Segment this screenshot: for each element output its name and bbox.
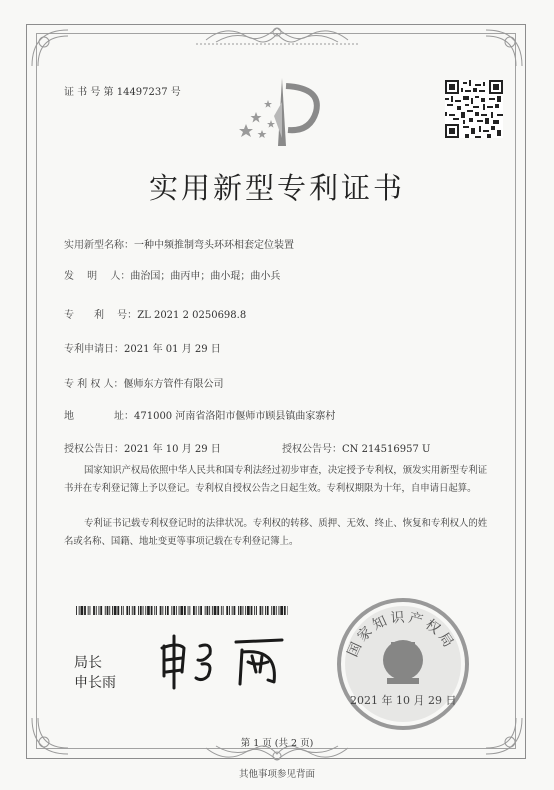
grant-statement-paragraph xyxy=(64,462,496,498)
barcode-bar xyxy=(189,606,190,615)
patent-office-emblem xyxy=(238,72,326,150)
barcode-bar xyxy=(99,606,100,615)
barcode-bar xyxy=(196,606,197,615)
barcode-bar xyxy=(205,606,206,615)
barcode-bar xyxy=(117,606,119,615)
barcode-bar xyxy=(76,606,77,615)
legal-status-paragraph xyxy=(64,515,496,551)
barcode-bar xyxy=(88,606,89,615)
footer-note: 其他事项参见背面 xyxy=(238,769,315,780)
barcode-bar xyxy=(234,606,236,615)
inventor-value: 曲治国；曲丙申；曲小琨；曲小兵 xyxy=(130,271,281,282)
seal-text: 国家知识产权局 xyxy=(344,609,458,660)
barcode-bar xyxy=(223,606,224,615)
certificate-number: 证 书 号 第 14497237 号 xyxy=(64,87,181,98)
barcode-bar xyxy=(129,606,130,615)
address-value: 471000 河南省洛阳市偃师市顾县镇曲家寨村 xyxy=(134,411,336,422)
barcode-bar xyxy=(184,606,186,615)
barcode-bar xyxy=(226,606,228,615)
barcode-bar xyxy=(280,606,283,615)
barcode-bar xyxy=(84,606,86,615)
barcode xyxy=(76,606,288,615)
filing-date-label: 专利申请日： xyxy=(64,344,124,355)
patentee-label: 专 利 权 人： xyxy=(64,379,124,390)
barcode-bar xyxy=(243,606,244,615)
handwritten-signature xyxy=(150,632,290,690)
utility-model-name-row xyxy=(64,236,294,251)
barcode-bar xyxy=(256,606,257,615)
grant-number-value: CN 214516957 U xyxy=(342,444,431,455)
barcode-bar xyxy=(262,606,263,615)
barcode-bar xyxy=(251,606,253,615)
barcode-bar xyxy=(93,606,95,615)
barcode-bar xyxy=(260,606,262,615)
barcode-bar xyxy=(176,606,177,615)
official-seal xyxy=(333,594,473,734)
barcode-bar xyxy=(145,606,146,615)
barcode-bar xyxy=(151,606,153,615)
barcode-bar xyxy=(207,606,209,615)
patentee-row xyxy=(64,375,224,390)
barcode-bar xyxy=(123,606,124,615)
barcode-bar xyxy=(229,606,230,615)
barcode-bar xyxy=(147,606,150,615)
barcode-bar xyxy=(245,606,246,615)
utility-model-name-label: 实用新型名称： xyxy=(64,240,134,251)
barcode-bar xyxy=(156,606,157,615)
patentee-value: 偃师东方管件有限公司 xyxy=(123,379,224,390)
barcode-bar xyxy=(221,606,222,615)
top-right-corner-ornament xyxy=(480,26,526,72)
barcode-bar xyxy=(179,606,180,615)
barcode-bar xyxy=(232,606,233,615)
barcode-bar xyxy=(171,606,172,615)
grant-statement-text: 国家知识产权局依照中华人民共和国专利法经过初步审查，决定授予专利权，颁发实用新型专利证书并在专利登记簿上予以登记。专利权自授权公告之日起生效。专利权期限为十年，自申请日起算。 xyxy=(64,465,488,494)
grant-number-label: 授权公告号： xyxy=(282,444,342,455)
barcode-bar xyxy=(112,606,113,615)
barcode-bar xyxy=(165,606,166,615)
barcode-bar xyxy=(167,606,169,615)
barcode-bar xyxy=(276,606,277,615)
barcode-bar xyxy=(240,606,242,615)
address-label: 地 址： xyxy=(64,411,134,422)
barcode-bar xyxy=(100,606,102,615)
top-ornament xyxy=(196,22,358,48)
barcode-bar xyxy=(217,606,219,615)
barcode-bar xyxy=(134,606,136,615)
patent-number-value: ZL 2021 2 0250698.8 xyxy=(137,310,247,321)
barcode-bar xyxy=(212,606,213,615)
barcode-bar xyxy=(193,606,195,615)
barcode-bar xyxy=(140,606,142,615)
grant-date-row xyxy=(64,440,221,455)
barcode-bar xyxy=(132,606,133,615)
barcode-bar xyxy=(180,606,183,615)
qr-code xyxy=(445,80,503,138)
barcode-bar xyxy=(138,606,139,615)
filing-date-row xyxy=(64,340,221,355)
barcode-bar xyxy=(79,606,80,615)
barcode-bar xyxy=(271,606,272,615)
signer-name: 申长雨 xyxy=(74,675,116,691)
utility-model-name-value: 一种中频推制弯头环环相套定位装置 xyxy=(134,240,294,251)
barcode-bar xyxy=(200,606,202,615)
barcode-bar xyxy=(121,606,122,615)
barcode-bar xyxy=(162,606,163,615)
barcode-bar xyxy=(284,606,286,615)
barcode-bar xyxy=(96,606,97,615)
top-left-corner-ornament xyxy=(28,26,74,72)
barcode-bar xyxy=(279,606,280,615)
inventor-row xyxy=(64,267,280,282)
seal-date: 2021 年 10 月 29 日 xyxy=(350,694,457,707)
barcode-bar xyxy=(81,606,84,615)
barcode-bar xyxy=(238,606,239,615)
grant-number-row xyxy=(282,440,430,455)
barcode-bar xyxy=(254,606,255,615)
barcode-bar xyxy=(273,606,275,615)
barcode-bar xyxy=(214,606,217,615)
barcode-bar xyxy=(288,606,289,615)
barcode-bar xyxy=(267,606,269,615)
barcode-bar xyxy=(188,606,189,615)
certificate-title: 实用新型专利证书 xyxy=(148,171,405,205)
legal-status-text: 专利证书记载专利权登记时的法律状况。专利权的转移、质押、无效、终止、恢复和专利权人的姓名或名称、国籍、地址变更等事项记载在专利登记簿上。 xyxy=(64,518,488,547)
barcode-bar xyxy=(173,606,175,615)
address-row xyxy=(64,407,335,422)
filing-date-value: 2021 年 01 月 29 日 xyxy=(124,344,221,355)
barcode-bar xyxy=(154,606,155,615)
patent-number-row xyxy=(64,306,246,321)
barcode-bar xyxy=(105,606,106,615)
inventor-label: 发 明 人： xyxy=(64,271,131,282)
signer-title: 局长 xyxy=(74,655,102,671)
page-indicator: 第 1 页 (共 2 页) xyxy=(240,738,314,749)
barcode-bar xyxy=(265,606,266,615)
barcode-bar xyxy=(107,606,109,615)
barcode-bar xyxy=(114,606,117,615)
barcode-bar xyxy=(209,606,210,615)
barcode-bar xyxy=(126,606,128,615)
barcode-bar xyxy=(90,606,91,615)
patent-number-label: 专 利 号： xyxy=(64,310,138,321)
barcode-bar xyxy=(109,606,110,615)
grant-date-label: 授权公告日： xyxy=(64,444,124,455)
barcode-bar xyxy=(160,606,162,615)
barcode-bar xyxy=(247,606,250,615)
barcode-bar xyxy=(198,606,199,615)
grant-date-value: 2021 年 10 月 29 日 xyxy=(124,444,221,455)
barcode-bar xyxy=(143,606,144,615)
